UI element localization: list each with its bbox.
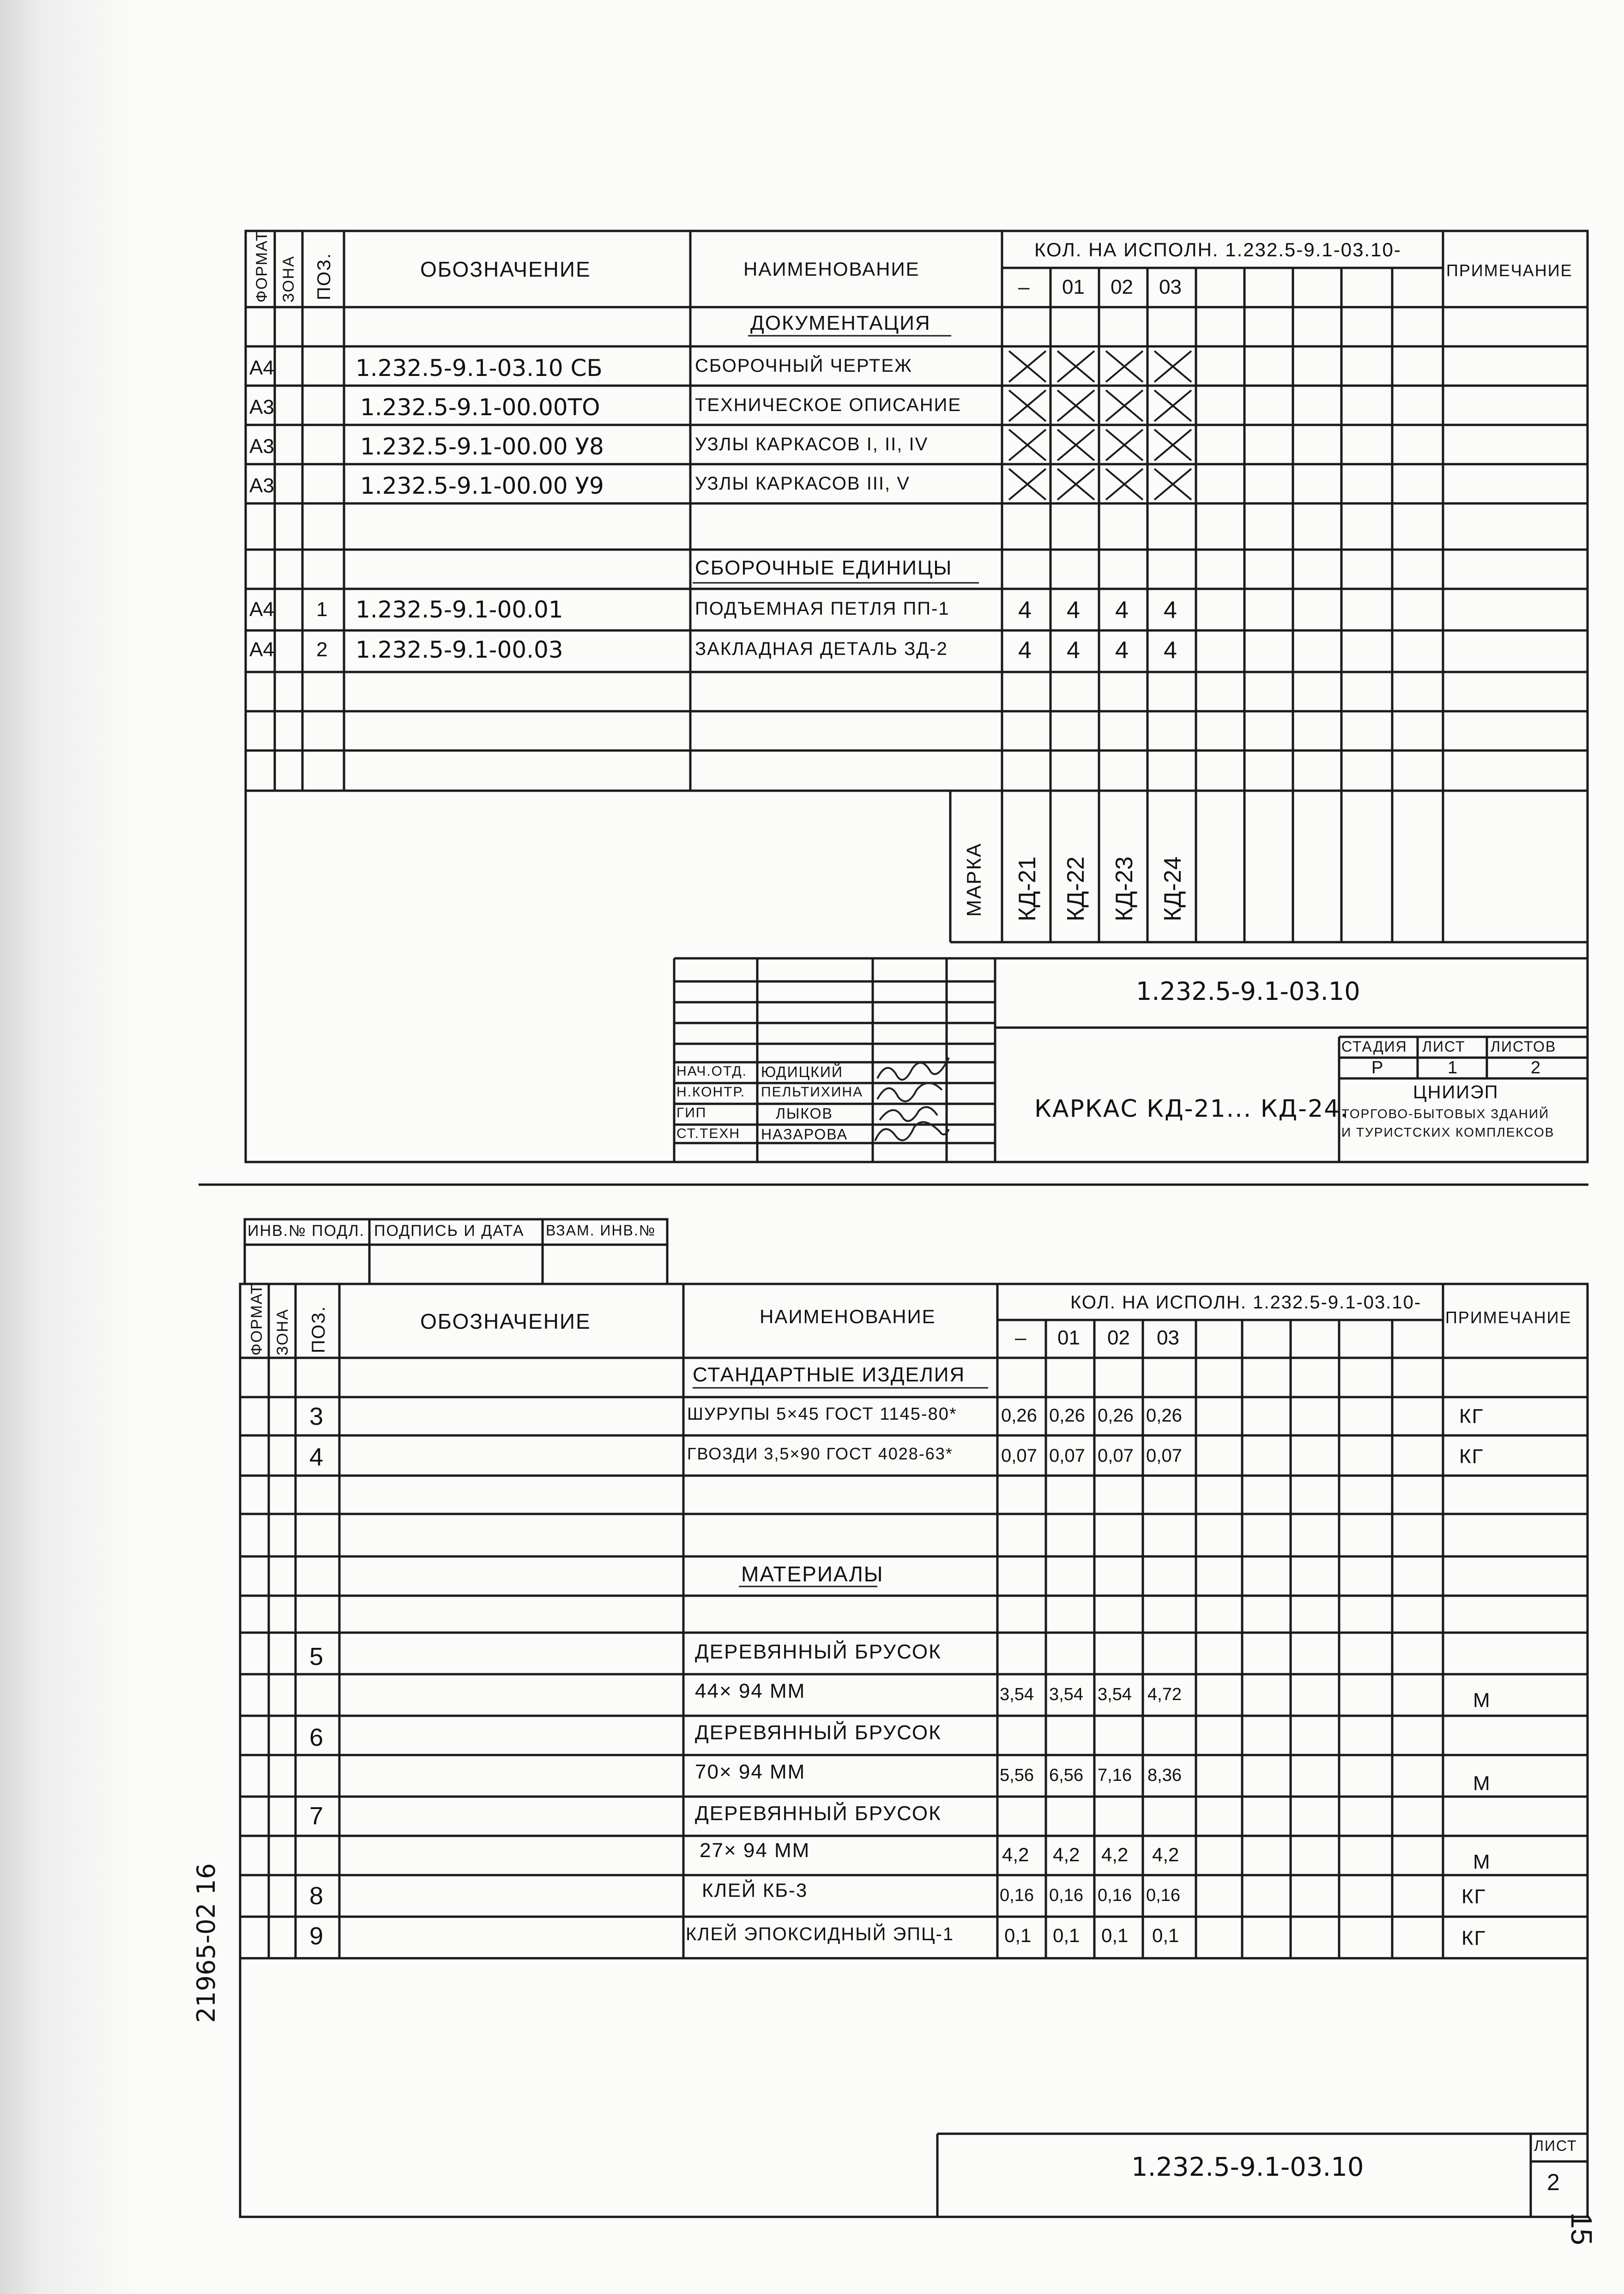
mat-qty: 4,72 bbox=[1147, 1685, 1182, 1704]
unit-format: А4 bbox=[249, 638, 274, 661]
mat-qty: 0,16 bbox=[1049, 1886, 1083, 1905]
stage-value: Р bbox=[1371, 1058, 1383, 1077]
mat-qty: 0,1 bbox=[1101, 1925, 1129, 1946]
mat-name: ДЕРЕВЯННЫЙ БРУСОК bbox=[695, 1802, 942, 1825]
variant-01: 01 bbox=[1057, 1326, 1080, 1349]
mat-pos: 5 bbox=[309, 1643, 324, 1671]
mat-unit: М bbox=[1473, 1851, 1491, 1873]
variant-03: 03 bbox=[1159, 276, 1182, 298]
variant-base: – bbox=[1015, 1326, 1026, 1349]
unit-designation: 1.232.5-9.1-00.01 bbox=[356, 596, 563, 623]
col-name-header: НАИМЕНОВАНИЕ bbox=[743, 258, 920, 280]
variant-base: – bbox=[1018, 276, 1030, 298]
std-name: ШУРУПЫ 5×45 ГОСТ 1145-80* bbox=[687, 1404, 957, 1424]
mat-qty: 0,16 bbox=[1146, 1886, 1180, 1905]
mat-size: 27× 94 ММ bbox=[700, 1839, 810, 1862]
col-pos-header: ПОЗ. bbox=[314, 252, 334, 300]
mat-name: ДЕРЕВЯННЫЙ БРУСОК bbox=[695, 1640, 942, 1663]
unit-qty: 4 bbox=[1164, 637, 1177, 664]
std-qty: 0,07 bbox=[1001, 1446, 1037, 1466]
std-qty: 0,26 bbox=[1049, 1405, 1085, 1426]
sheet-label: ЛИСТ bbox=[1422, 1038, 1466, 1055]
unit-name: ПОДЪЕМНАЯ ПЕТЛЯ ПП-1 bbox=[695, 599, 950, 619]
mat-qty: 6,56 bbox=[1049, 1766, 1083, 1785]
doc-name: УЗЛЫ КАРКАСОВ III, V bbox=[695, 473, 910, 494]
variant-03: 03 bbox=[1157, 1326, 1179, 1349]
doc-designation: 1.232.5-9.1-00.00 У8 bbox=[360, 433, 604, 460]
std-qty: 0,26 bbox=[1001, 1405, 1037, 1426]
col-note-header: ПРИМЕЧАНИЕ bbox=[1445, 1308, 1572, 1327]
marka-value: КД-21 bbox=[1014, 856, 1041, 921]
signer-name: ЮДИЦКИЙ bbox=[761, 1064, 843, 1080]
marka-value: КД-22 bbox=[1063, 856, 1089, 921]
doc-name: ТЕХНИЧЕСКОЕ ОПИСАНИЕ bbox=[695, 395, 962, 415]
mat-name: ДЕРЕВЯННЫЙ БРУСОК bbox=[695, 1721, 942, 1744]
section-materials: МАТЕРИАЛЫ bbox=[741, 1562, 884, 1586]
signer-role: Н.КОНТР. bbox=[676, 1084, 746, 1100]
variant-02: 02 bbox=[1111, 276, 1133, 298]
unit-qty: 4 bbox=[1115, 637, 1129, 664]
mat-qty: 4,2 bbox=[1002, 1844, 1029, 1865]
mat-pos: 8 bbox=[309, 1882, 324, 1910]
org-line: И ТУРИСТСКИХ КОМПЛЕКСОВ bbox=[1341, 1125, 1555, 1139]
unit-qty: 4 bbox=[1115, 597, 1129, 623]
stamp-sign-date: ПОДПИСЬ И ДАТА bbox=[374, 1222, 525, 1240]
footer-drawing-code: 1.232.5-9.1-03.10 bbox=[1131, 2152, 1364, 2182]
section-assembly-units: СБОРОЧНЫЕ ЕДИНИЦЫ bbox=[695, 557, 953, 579]
unit-format: А4 bbox=[249, 598, 274, 621]
std-name: ГВОЗДИ 3,5×90 ГОСТ 4028-63* bbox=[687, 1444, 953, 1463]
mat-name: КЛЕЙ ЭПОКСИДНЫЙ ЭПЦ-1 bbox=[686, 1924, 954, 1944]
section-documentation: ДОКУМЕНТАЦИЯ bbox=[750, 312, 931, 334]
mat-unit: КГ bbox=[1461, 1927, 1486, 1949]
section-standard-items: СТАНДАРТНЫЕ ИЗДЕЛИЯ bbox=[693, 1363, 966, 1386]
doc-format: А3 bbox=[249, 474, 274, 497]
col-qty-header: КОЛ. НА ИСПОЛН. 1.232.5-9.1-03.10- bbox=[1070, 1292, 1422, 1313]
mat-qty: 0,16 bbox=[1000, 1886, 1034, 1905]
unit-pos: 1 bbox=[316, 598, 328, 621]
archive-margin-note: 21965-02 16 bbox=[192, 1863, 221, 2023]
doc-designation: 1.232.5-9.1-00.00ТО bbox=[360, 394, 600, 421]
footer-sheet-label: ЛИСТ bbox=[1534, 2137, 1577, 2154]
mat-qty: 8,36 bbox=[1147, 1766, 1182, 1785]
unit-name: ЗАКЛАДНАЯ ДЕТАЛЬ ЗД-2 bbox=[695, 639, 948, 659]
drawing-title: КАРКАС КД-21... КД-24. bbox=[1034, 1095, 1349, 1123]
unit-qty: 4 bbox=[1067, 597, 1080, 623]
doc-designation: 1.232.5-9.1-03.10 СБ bbox=[356, 355, 603, 381]
mat-qty: 3,54 bbox=[1049, 1685, 1083, 1704]
mat-qty: 0,1 bbox=[1004, 1925, 1032, 1946]
mat-qty: 4,2 bbox=[1053, 1844, 1080, 1865]
mat-pos: 9 bbox=[309, 1922, 324, 1950]
signer-name: ПЕЛЬТИХИНА bbox=[761, 1084, 863, 1100]
unit-designation: 1.232.5-9.1-00.03 bbox=[356, 636, 563, 663]
stamp-inv: ИНВ.№ ПОДЛ. bbox=[248, 1222, 365, 1240]
std-qty: 0,07 bbox=[1098, 1446, 1134, 1466]
unit-qty: 4 bbox=[1018, 637, 1032, 664]
mat-qty: 3,54 bbox=[1098, 1685, 1132, 1704]
variant-01: 01 bbox=[1062, 276, 1085, 298]
mat-size: 70× 94 ММ bbox=[695, 1761, 806, 1783]
org-line: ТОРГОВО-БЫТОВЫХ ЗДАНИЙ bbox=[1341, 1107, 1550, 1121]
mat-size: 44× 94 ММ bbox=[695, 1680, 806, 1702]
doc-name: УЗЛЫ КАРКАСОВ I, II, IV bbox=[695, 434, 929, 454]
marka-value: КД-24 bbox=[1159, 856, 1186, 921]
mat-pos: 7 bbox=[309, 1802, 324, 1830]
doc-format: А4 bbox=[249, 357, 274, 379]
mat-qty: 0,1 bbox=[1152, 1925, 1179, 1946]
mat-qty: 3,54 bbox=[1000, 1685, 1034, 1704]
doc-name: СБОРОЧНЫЙ ЧЕРТЕЖ bbox=[695, 356, 912, 376]
unit-qty: 4 bbox=[1018, 597, 1032, 623]
doc-format: А3 bbox=[249, 396, 274, 418]
col-designation-header: ОБОЗНАЧЕНИЕ bbox=[420, 1309, 591, 1333]
variant-02: 02 bbox=[1107, 1326, 1130, 1349]
unit-qty: 4 bbox=[1067, 637, 1080, 664]
drawing-code: 1.232.5-9.1-03.10 bbox=[1136, 977, 1360, 1006]
unit-qty: 4 bbox=[1164, 597, 1177, 623]
unit-pos: 2 bbox=[316, 638, 328, 661]
mat-qty: 4,2 bbox=[1101, 1844, 1129, 1865]
std-qty: 0,07 bbox=[1049, 1446, 1085, 1466]
signer-name: НАЗАРОВА bbox=[761, 1126, 848, 1143]
std-pos: 4 bbox=[309, 1443, 324, 1471]
std-qty: 0,26 bbox=[1098, 1405, 1134, 1426]
std-qty: 0,26 bbox=[1146, 1405, 1182, 1426]
signer-name: ЛЫКОВ bbox=[776, 1105, 833, 1122]
mat-qty: 7,16 bbox=[1098, 1766, 1132, 1785]
footer-sheet-number: 2 bbox=[1547, 2169, 1560, 2195]
stage-label: СТАДИЯ bbox=[1341, 1038, 1407, 1055]
sheets-label: ЛИСТОВ bbox=[1491, 1038, 1557, 1055]
page-number: 15 bbox=[1565, 2212, 1598, 2246]
sheets-value: 2 bbox=[1531, 1058, 1541, 1077]
mat-qty: 0,1 bbox=[1053, 1925, 1080, 1946]
stamp-vzam: ВЗАМ. ИНВ.№ bbox=[546, 1222, 656, 1239]
col-zone-header: ЗОНА bbox=[274, 1308, 291, 1356]
sheet-value: 1 bbox=[1448, 1058, 1458, 1077]
signer-role: ГИП bbox=[676, 1105, 707, 1120]
std-unit: КГ bbox=[1459, 1405, 1484, 1428]
marka-label: МАРКА bbox=[963, 842, 985, 917]
doc-designation: 1.232.5-9.1-00.00 У9 bbox=[360, 472, 604, 499]
std-unit: КГ bbox=[1459, 1445, 1484, 1468]
mat-qty: 4,2 bbox=[1152, 1844, 1179, 1865]
mat-unit: КГ bbox=[1461, 1885, 1486, 1908]
org-name: ЦНИИЭП bbox=[1413, 1082, 1499, 1102]
mat-qty: 5,56 bbox=[1000, 1766, 1034, 1785]
std-pos: 3 bbox=[309, 1403, 324, 1430]
mat-qty: 0,16 bbox=[1098, 1886, 1132, 1905]
col-note-header: ПРИМЕЧАНИЕ bbox=[1446, 261, 1573, 280]
std-qty: 0,07 bbox=[1146, 1446, 1182, 1466]
marka-value: КД-23 bbox=[1111, 856, 1138, 921]
doc-format: А3 bbox=[249, 435, 274, 458]
mat-pos: 6 bbox=[309, 1724, 324, 1751]
mat-unit: М bbox=[1473, 1772, 1491, 1795]
signer-role: НАЧ.ОТД. bbox=[676, 1064, 747, 1079]
col-zone-header: ЗОНА bbox=[280, 255, 297, 303]
mat-unit: М bbox=[1473, 1689, 1491, 1712]
signer-role: СТ.ТЕХН bbox=[676, 1126, 741, 1141]
col-format-header: ФОРМАТ bbox=[248, 1283, 266, 1356]
col-pos-header: ПОЗ. bbox=[308, 1305, 329, 1353]
col-qty-header: КОЛ. НА ИСПОЛН. 1.232.5-9.1-03.10- bbox=[1034, 239, 1401, 260]
mat-name: КЛЕЙ КБ-3 bbox=[702, 1879, 808, 1901]
col-designation-header: ОБОЗНАЧЕНИЕ bbox=[420, 257, 591, 281]
col-format-header: ФОРМАТ bbox=[253, 230, 271, 303]
col-name-header: НАИМЕНОВАНИЕ bbox=[760, 1306, 936, 1327]
